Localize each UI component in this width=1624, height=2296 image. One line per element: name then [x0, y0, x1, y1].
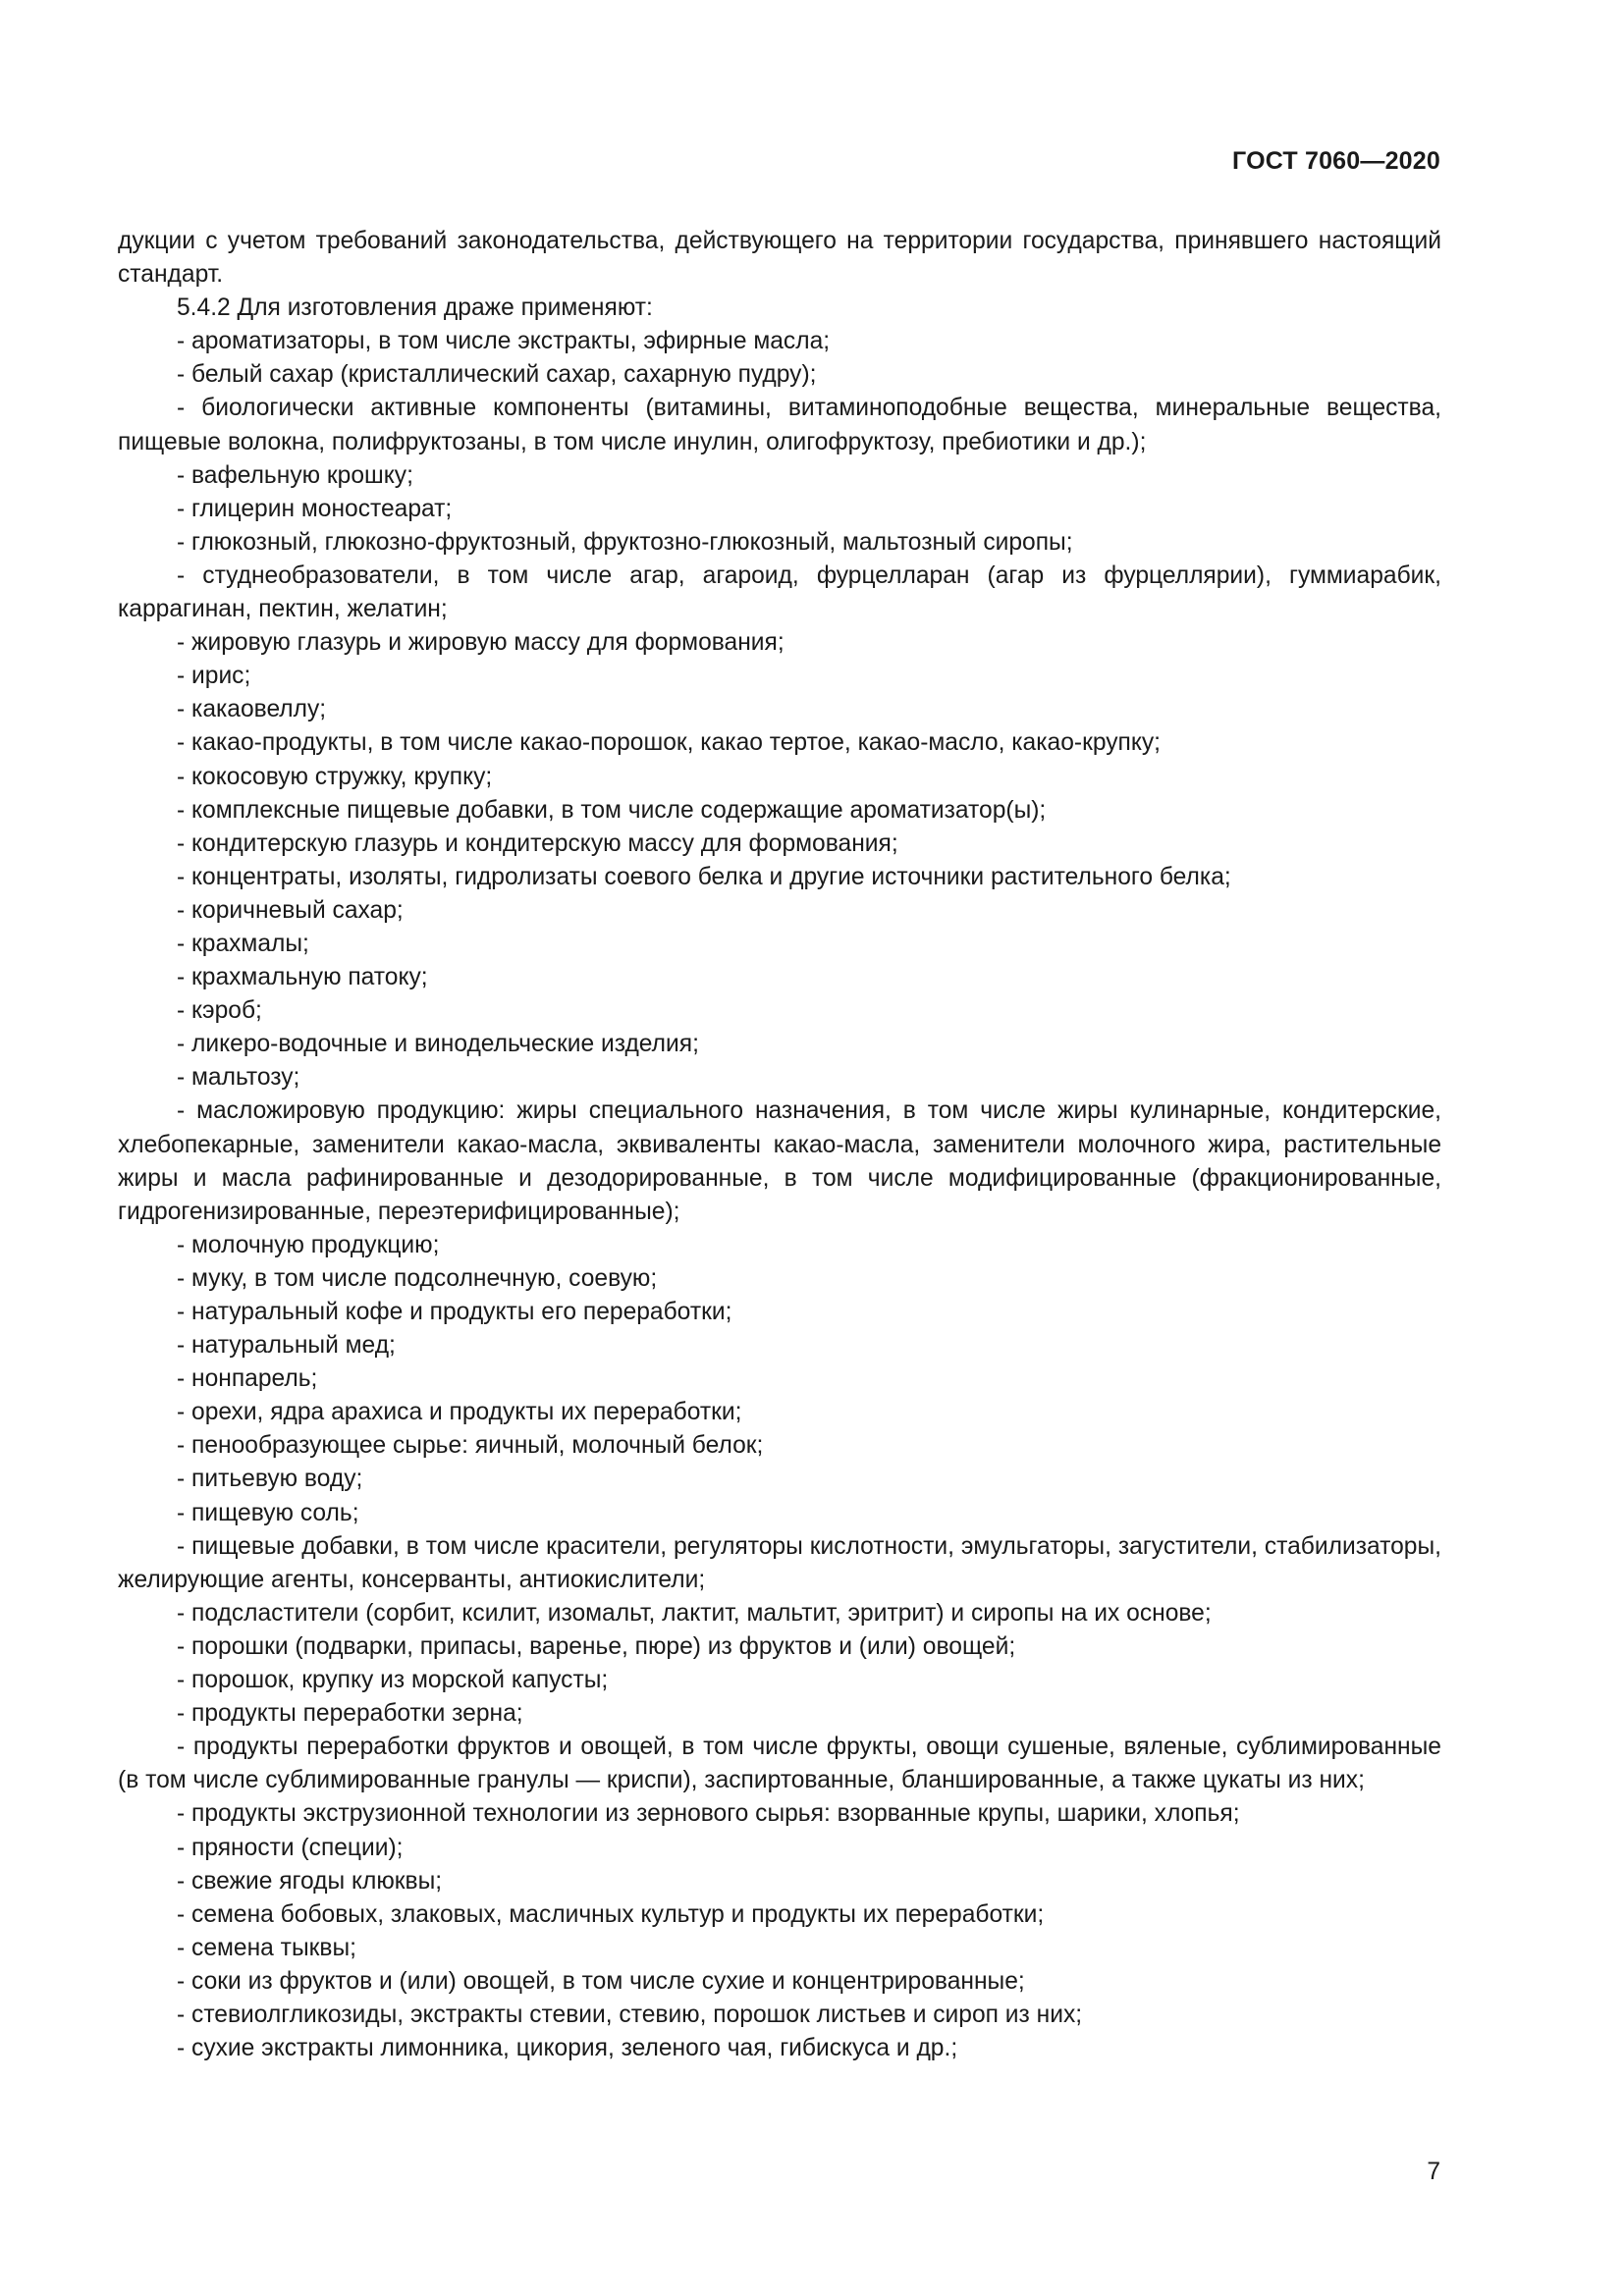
document-body	[118, 225, 1441, 2065]
list-item: - молочную продукцию;	[177, 1231, 440, 1258]
list-item: - ирис;	[177, 663, 251, 690]
list-item: - ликеро-водочные и винодельческие изделия;	[177, 1031, 699, 1058]
list-item: - стевиолгликозиды, экстракты стевии, стевию, порошок листьев и сироп из них;	[177, 2001, 1083, 2028]
list-item: - порошки (подварки, припасы, варенье, пюре) из фруктов и (или) овощей;	[177, 1632, 1016, 1660]
list-item: - семена тыквы;	[177, 1934, 356, 1961]
list-item: - натуральный кофе и продукты его переработки;	[177, 1299, 732, 1325]
list-item: - студнеобразователи, в том числе агар, агароид, фурцелларан (агар из фурцеллярии), гуммиарабик, каррагинан, пектин, желатин;	[118, 561, 1441, 623]
list-item: - биологически активные компоненты (витамины, витаминоподобные вещества, минеральные вещества, пищевые волокна, полифруктозаны, в том числе инулин, олигофруктозу, пребиотики и др.);	[118, 395, 1441, 455]
list-item: - свежие ягоды клюквы;	[177, 1867, 443, 1895]
list-item: - нонпарель;	[177, 1365, 318, 1393]
list-item: - пищевые добавки, в том числе красители, регуляторы кислотности, эмульгаторы, загустители, стабилизаторы, желирующие агенты, консерванты, антиокислители;	[118, 1532, 1441, 1593]
list-item: - орехи, ядра арахиса и продукты их переработки;	[177, 1399, 742, 1426]
list-item: - кокосовую стружку, крупку;	[177, 763, 493, 790]
list-item: - сухие экстракты лимонника, цикория, зеленого чая, гибискуса и др.;	[177, 2035, 958, 2062]
list-item: - продукты переработки фруктов и овощей, в том числе фрукты, овощи сушеные, вяленые, сублимированные (в том числе сублимированные гранулы — криспи), заспиртованные, бланшированные, а также цукаты из них;	[118, 1734, 1441, 1794]
list-item: - какаовеллу;	[177, 696, 327, 723]
list-item: - комплексные пищевые добавки, в том числе содержащие ароматизатор(ы);	[177, 796, 1047, 824]
list-item: - крахмальную патоку;	[177, 964, 428, 991]
list-item: - масложировую продукцию: жиры специального назначения, в том числе жиры кулинарные, кондитерские, хлебопекарные, заменители какао-масла, эквиваленты какао-масла, заменители молочного жира, растительные жиры и масла рафинированные и дезодорированные, в том числе модифицированные (фракционированные, гидрогенизированные, переэтерифицированные);	[118, 1097, 1441, 1225]
list-item: - подсластители (сорбит, ксилит, изомальт, лактит, мальтит, эритрит) и сиропы на их основе;	[177, 1599, 1212, 1627]
ingredient-list	[118, 325, 1441, 2065]
list-item: - муку, в том числе подсолнечную, соевую;	[177, 1264, 658, 1292]
continuation-paragraph: дукции с учетом требований законодательства, действующего на территории государства, принявшего настоящий стандарт.	[118, 228, 1441, 289]
list-item: - соки из фруктов и (или) овощей, в том числе сухие и концентрированные;	[177, 1967, 1025, 1995]
list-item: - семена бобовых, злаковых, масличных культур и продукты их переработки;	[177, 1900, 1045, 1928]
list-item: - натуральный мед;	[177, 1332, 396, 1360]
list-item: - продукты переработки зерна;	[177, 1700, 523, 1728]
list-item: - ароматизаторы, в том числе экстракты, эфирные масла;	[177, 328, 831, 355]
document-code-header: ГОСТ 7060—2020	[1232, 147, 1440, 175]
list-item: - пенообразующее сырье: яичный, молочный белок;	[177, 1432, 764, 1460]
list-item: - какао-продукты, в том числе какао-порошок, какао тертое, какао-масло, какао-крупку;	[177, 729, 1162, 757]
list-item: - вафельную крошку;	[177, 461, 413, 489]
list-item: - белый сахар (кристаллический сахар, сахарную пудру);	[177, 361, 817, 389]
list-item: - глюкозный, глюкозно-фруктозный, фруктозно-глюкозный, мальтозный сиропы;	[177, 528, 1073, 556]
list-item: - мальтозу;	[177, 1064, 300, 1092]
list-item: - жировую глазурь и жировую массу для формования;	[177, 629, 785, 657]
list-item: - кэроб;	[177, 997, 262, 1025]
list-item: - коричневый сахар;	[177, 896, 404, 924]
list-item: - крахмалы;	[177, 930, 309, 957]
page-number: 7	[1427, 2159, 1440, 2185]
list-item: - кондитерскую глазурь и кондитерскую массу для формования;	[177, 829, 898, 857]
list-item: - пищевую соль;	[177, 1499, 359, 1526]
list-item: - концентраты, изоляты, гидролизаты соевого белка и другие источники растительного белка;	[177, 863, 1231, 890]
list-item: - порошок, крупку из морской капусты;	[177, 1667, 609, 1694]
clause-heading: 5.4.2 Для изготовления драже применяют:	[177, 294, 653, 322]
list-item: - питьевую воду;	[177, 1466, 363, 1493]
list-item: - продукты экструзионной технологии из зернового сырья: взорванные крупы, шарики, хлопья;	[177, 1800, 1240, 1828]
list-item: - глицерин моностеарат;	[177, 495, 453, 522]
list-item: - пряности (специи);	[177, 1834, 404, 1861]
